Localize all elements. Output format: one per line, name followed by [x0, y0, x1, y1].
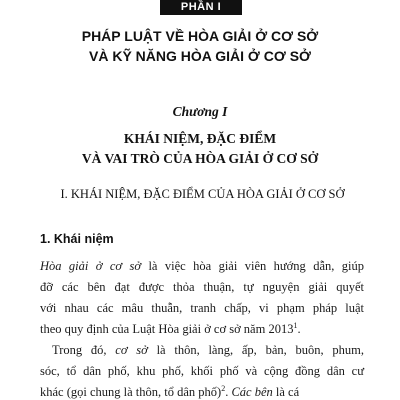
chapter-title-line: VÀ VAI TRÒ CỦA HÒA GIẢI Ở CƠ SỞ: [81, 151, 319, 166]
paragraph-line: [40, 384, 364, 400]
paragraph-line: sóc, tổ dân phố, khu phố, khối phố và cộng đồng dân cư: [40, 364, 364, 378]
paragraph-line: [40, 258, 364, 274]
text-run: là việc hòa giải viên hướng dẫn, giúp: [141, 259, 365, 273]
text-run: là cá: [272, 385, 300, 399]
paragraph-line: [40, 321, 364, 337]
italic-term: cơ sở: [115, 343, 148, 357]
part-title-line: VÀ KỸ NĂNG HÒA GIẢI Ở CƠ SỞ: [89, 48, 311, 64]
footnote-marker: 1: [293, 320, 298, 330]
part-label: PHẦN I: [160, 0, 242, 15]
paragraph-line: [52, 342, 364, 358]
text-run: .: [297, 322, 301, 336]
italic-term: Các bên: [231, 385, 273, 399]
paragraph-line: đỡ các bên đạt được thỏa thuận, tự nguyện giải quyết: [40, 280, 364, 294]
text-run: Trong đó,: [52, 343, 116, 357]
chapter-label: Chương I: [172, 104, 228, 119]
part-title-line: PHÁP LUẬT VỀ HÒA GIẢI Ở CƠ SỞ: [81, 28, 319, 44]
subsection-heading: 1. Khái niệm: [40, 232, 114, 246]
italic-term: Hòa giải ở cơ sở: [40, 259, 142, 273]
chapter-title-line: KHÁI NIỆM, ĐẶC ĐIỂM: [123, 131, 277, 146]
text-run: khác (gọi chung là thôn, tổ dân phố): [40, 385, 222, 399]
footnote-marker: 2: [221, 383, 226, 393]
text-run: là thôn, làng, ấp, bản, buôn, phum,: [147, 343, 364, 357]
paragraph-line: với nhau các mâu thuẫn, tranh chấp, vi phạm pháp luật: [40, 301, 364, 315]
text-run: theo quy định của Luật Hòa giải ở cơ sở năm 2013: [40, 322, 294, 336]
section-heading: I. KHÁI NIỆM, ĐẶC ĐIỂM CỦA HÒA GIẢI Ở CƠ SỞ: [60, 187, 345, 201]
text-run: .: [225, 385, 232, 399]
chapter-title: [40, 129, 360, 169]
part-title: [40, 26, 360, 66]
